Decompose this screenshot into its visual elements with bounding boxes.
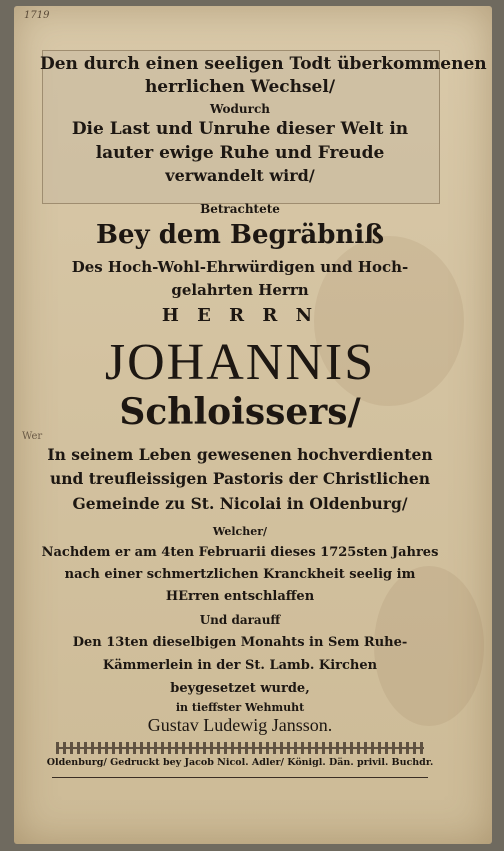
title-line-3: Wodurch [210,102,270,116]
name-schloissers: Schloissers/ [119,391,361,433]
title-line-6: verwandelt wird/ [165,166,315,185]
title-line-4: Die Last und Unruhe dieser Welt in [71,119,409,139]
body-line-1: In seinem Leben gewesenen hochverdienten [47,445,433,464]
body-line-6: HErren entschlaffen [165,589,315,604]
title-line-1: Den durch einen seeligen Todt überkommenen [40,54,487,74]
body-line-5: nach einer schmertzlichen Kranckheit seelig im [64,567,416,582]
begraebniss-line: Bey dem Begräbniß [96,220,384,250]
body-line-7: Den 13ten dieselbigen Monahts in Sem Ruhe- [72,635,408,650]
title-line-5: lauter ewige Ruhe und Freude [95,143,385,163]
honorific-line-1: Des Hoch-Wohl-Ehrwürdigen und Hoch- [71,258,409,276]
name-johannis: JOHANNIS [104,334,376,391]
herrn-line: H E R R N [161,305,319,326]
body-line-3: Gemeinde zu St. Nicolai in Oldenburg/ [72,494,408,513]
body-line-8: Kämmerlein in der St. Lamb. Kirchen [102,658,378,673]
body-line-9: beygesetzet wurde, [170,681,310,696]
body-line-4: Nachdem er am 4ten Februarii dieses 1725sten Jahres [41,545,439,560]
author-line: Gustav Ludewig Jansson. [147,715,333,735]
welcher-line: Welcher/ [212,525,268,538]
honorific-line-2: gelahrten Herrn [171,281,309,299]
betrachtete-line: Betrachtete [200,202,280,216]
imprint-rule [52,777,428,778]
imprint-line: Oldenburg/ Gedruckt bey Jacob Nicol. Adler/ Königl. Dän. privil. Buchdr. [46,757,434,768]
darauff-line: Und darauff [199,613,281,627]
title-line-2: herrlichen Wechsel/ [144,77,336,97]
corner-mark: 1719 [24,10,50,21]
wehmuht-line: in tieffster Wehmuht [175,701,305,714]
body-line-2: und treufleissigen Pastoris der Christlichen [49,469,431,488]
side-mark: Wer [22,431,43,442]
ornament-border [56,742,424,754]
